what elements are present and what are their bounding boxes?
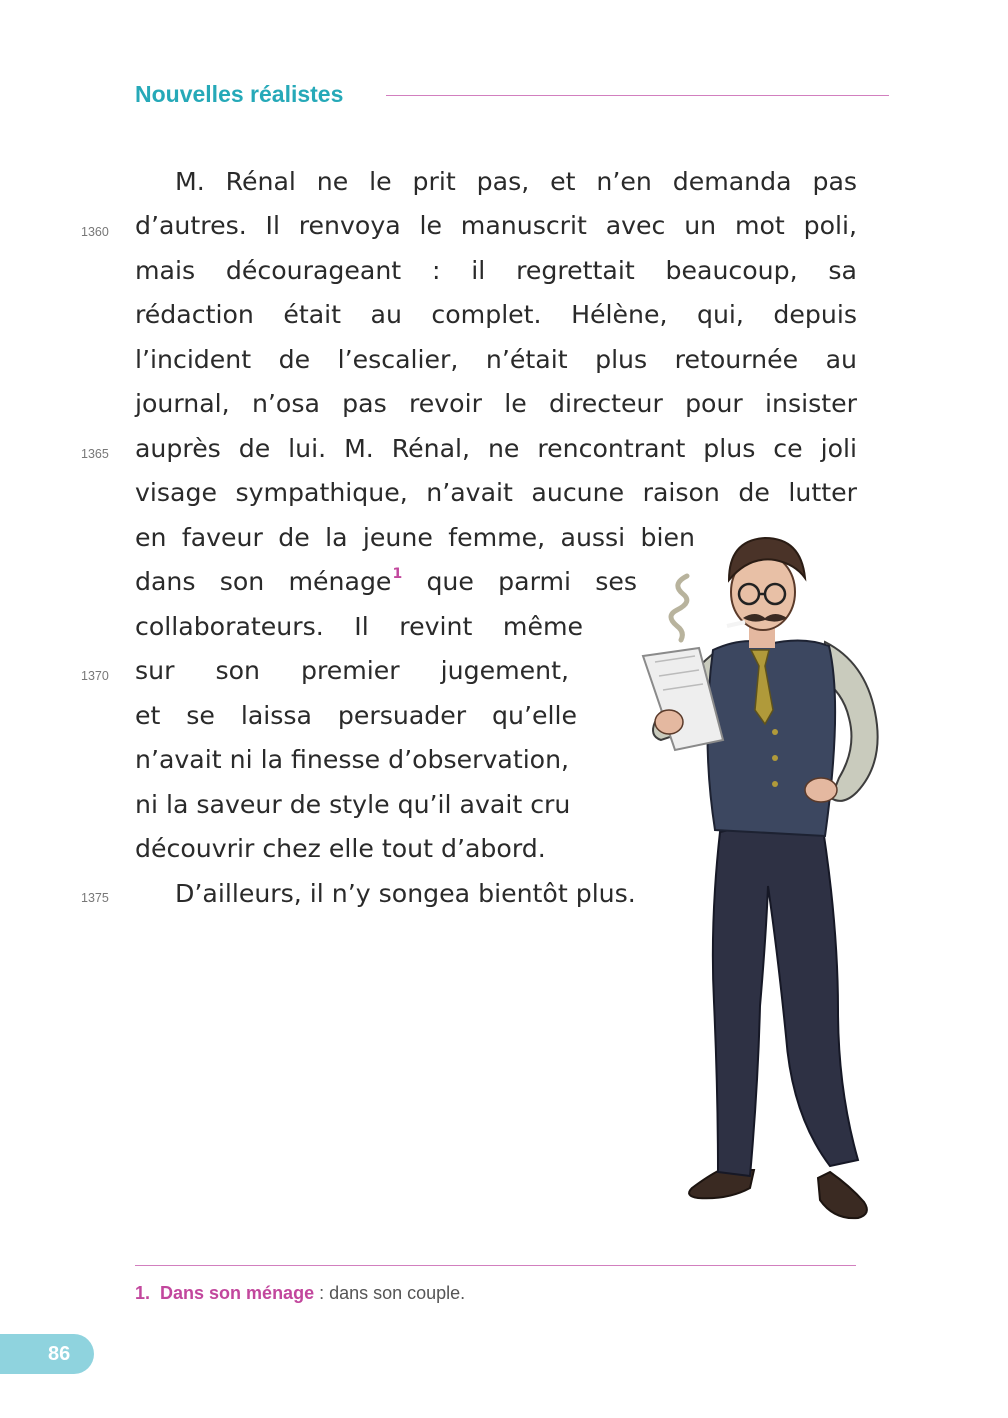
text-line: M. Rénal ne le prit pas, et n’en demanda pas: [175, 167, 857, 196]
text-line: ni la saveur de style qu’il avait cru: [135, 790, 571, 819]
text-line: découvrir chez elle tout d’abord.: [135, 834, 546, 863]
text-line: D’ailleurs, il n’y songea bientôt plus.: [175, 879, 636, 908]
text-line: et se laissa persuader qu’elle: [135, 701, 577, 730]
text-line: en faveur de la jeune femme, aussi bien: [135, 523, 695, 552]
text-line: rédaction était au complet. Hélène, qui, depuis: [135, 300, 857, 329]
line-number: 1370: [81, 669, 109, 683]
footnote-marker: 1: [392, 566, 403, 582]
page-number: 86: [48, 1343, 71, 1365]
line-number: 1375: [81, 891, 109, 905]
footnote: [135, 1280, 465, 1306]
page-number-tab: [0, 1334, 94, 1374]
text-line: [135, 560, 637, 604]
footnote-number: 1.: [135, 1283, 151, 1303]
text-line: n’avait ni la finesse d’observation,: [135, 745, 570, 774]
text-line: collaborateurs. Il revint même: [135, 612, 583, 641]
footnote-term: Dans son ménage: [160, 1283, 315, 1303]
footnote-rule: [135, 1265, 856, 1266]
text-line: auprès de lui. M. Rénal, ne rencontrant plus ce joli: [135, 434, 857, 463]
text-line: l’incident de l’escalier, n’était plus retournée au: [135, 345, 857, 374]
header-title: Nouvelles réalistes: [135, 81, 344, 107]
text-fragment: dans son ménage: [135, 567, 392, 596]
line-number: 1365: [81, 447, 109, 461]
footnote-definition: : dans son couple.: [314, 1283, 466, 1303]
text-line: journal, n’osa pas revoir le directeur pour insister: [135, 389, 857, 418]
man-reading-paper-illustration: [625, 532, 905, 1250]
line-number: 1360: [81, 225, 109, 239]
text-fragment: que parmi ses: [402, 567, 638, 596]
header-rule: [386, 95, 889, 96]
text-line: sur son premier jugement,: [135, 656, 569, 685]
text-line: visage sympathique, n’avait aucune raison de lutter: [135, 478, 857, 507]
text-line: d’autres. Il renvoya le manuscrit avec un mot poli,: [135, 211, 857, 240]
running-header: [135, 78, 889, 110]
text-line: mais décourageant : il regrettait beaucoup, sa: [135, 256, 857, 285]
